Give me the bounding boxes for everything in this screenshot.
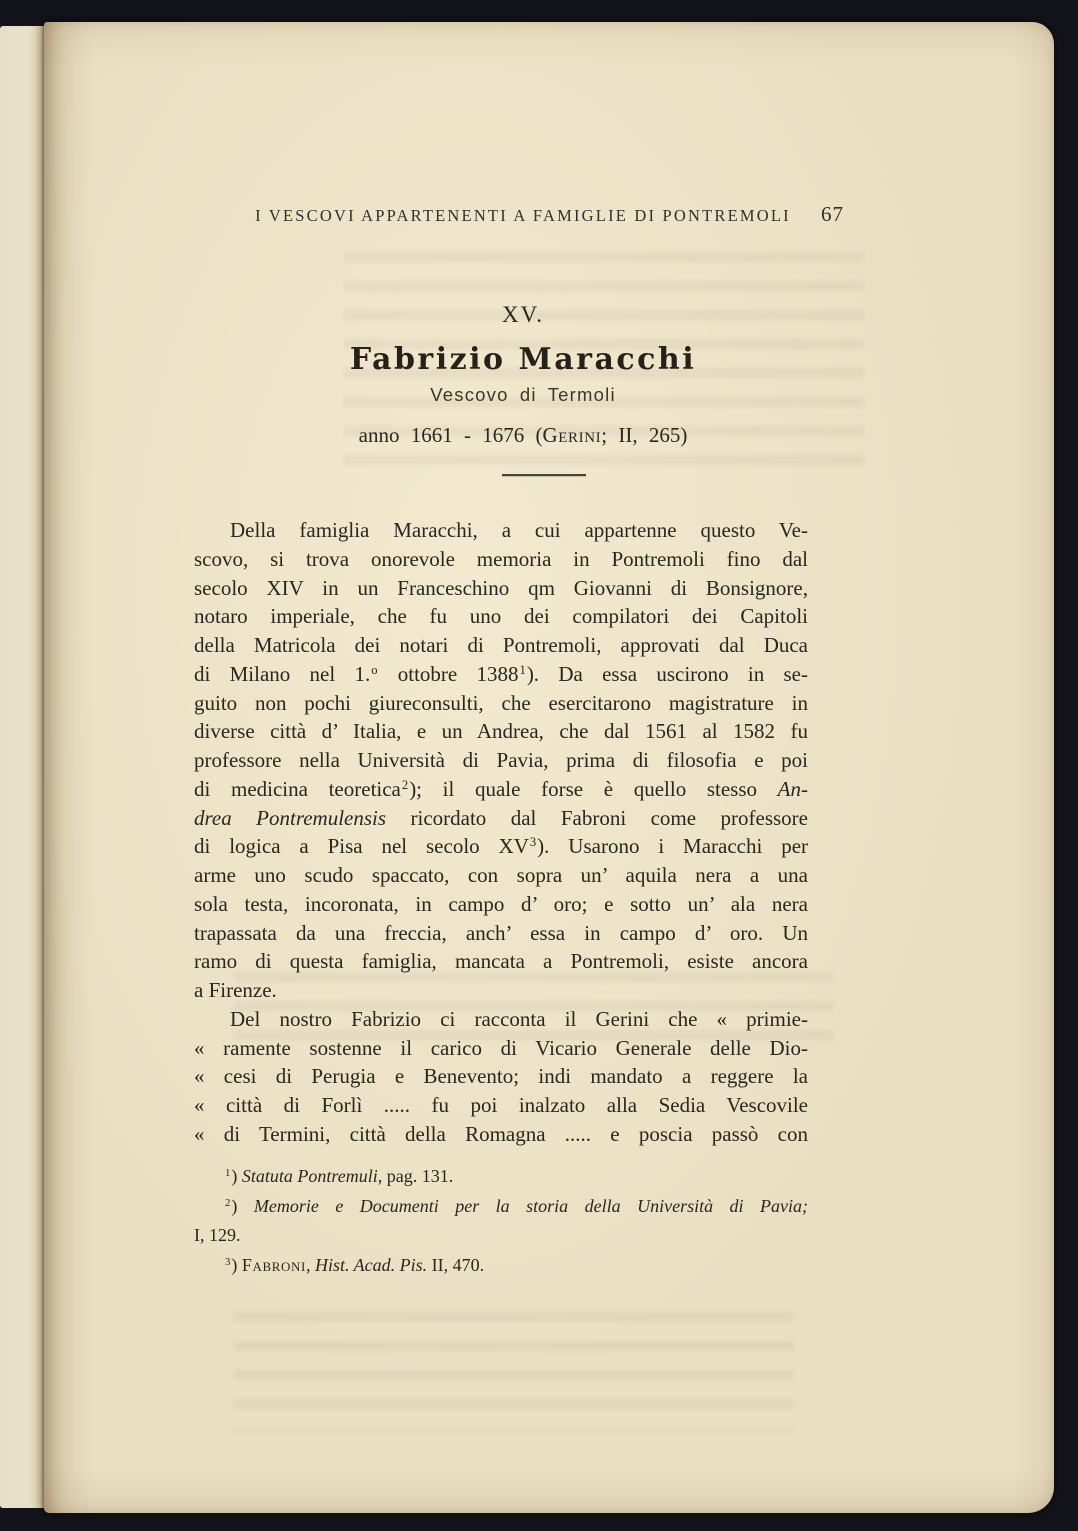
text-line: Del nostro Fabrizio ci racconta il Gerini che « primie-	[230, 1006, 808, 1031]
chapter-subtitle: Vescovo di Termoli	[430, 384, 616, 405]
text-line: diverse città d’ Italia, e un Andrea, che dal 1561 al 1582 fu	[194, 719, 808, 744]
text-line: « città di Forlì ..... fu poi inalzato alla Sedia Vescovile	[194, 1093, 808, 1117]
text-line: « cesi di Perugia e Benevento; indi mandato a reggere la	[194, 1064, 808, 1089]
section-number: XV.	[501, 302, 544, 327]
text-line: trapassata da una freccia, anch’ essa in campo d’ oro. Un	[194, 920, 808, 945]
text-line: Della famiglia Maracchi, a cui appartenne questo Ve-	[230, 518, 808, 542]
chapter-title: Fabrizio Maracchi	[349, 342, 697, 377]
text-line: sola testa, incoronata, in campo d’ oro; e sotto un’ ala nera	[194, 891, 808, 916]
text-line: ramo di questa famiglia, mancata a Pontremoli, esiste ancora	[194, 949, 808, 974]
text-line: guito non pochi giureconsulti, che esercitarono magistrature in	[194, 690, 808, 715]
text-line: « ramente sostenne il carico di Vicario Generale delle Dio-	[194, 1035, 808, 1060]
text-line: notaro imperiale, che fu uno dei compilatori dei Capitoli	[194, 604, 808, 629]
text-line: di medicina teoretica$^2$); il quale forse è quello stesso An-	[194, 776, 808, 801]
running-header-title: I VESCOVI APPARTENENTI A FAMIGLIE DI PONTREMOLI	[255, 206, 791, 225]
text-line: $^3$) Fabroni, Hist. Acad. Pis. II, 470.	[225, 1254, 485, 1275]
running-header	[194, 202, 852, 232]
text-line: di logica a Pisa nel secolo $XV^3$). Usarono i Maracchi per	[194, 834, 809, 859]
text-line: $^2$) Memorie e Documenti per la storia della Università di Pavia;	[225, 1195, 808, 1216]
ink-bleedthrough	[234, 1312, 794, 1432]
book-page-stack-edge	[0, 26, 46, 1508]
text-line: arme uno scudo spaccato, con sopra un’ aquila nera a una	[194, 863, 808, 887]
chapter-dates: anno 1661 - 1676 (Gerini; II, 265)	[358, 423, 688, 447]
book-page	[44, 22, 1054, 1513]
text-line: professore nella Università di Pavia, prima di filosofia e poi	[194, 748, 808, 772]
text-line: a Firenze.	[194, 978, 277, 1002]
text-line: « di Termini, città della Romagna ..... e poscia passò con	[194, 1121, 808, 1146]
text-line: di Milano nel 1.$^o$ ottobre 1388$^1$). Da essa uscirono in se-	[194, 661, 808, 686]
footnotes	[194, 1162, 808, 1280]
body-text	[194, 516, 808, 1149]
text-line: scovo, si trova onorevole memoria in Pontremoli fino dal	[194, 546, 808, 571]
text-line: secolo XIV in un Franceschino qm Giovanni di Bonsignore,	[194, 575, 808, 600]
text-line: $^1$) Statuta Pontremuli, pag. 131.	[225, 1166, 454, 1186]
text-line: drea Pontremulensis ricordato dal Fabroni come professore	[194, 805, 808, 830]
text-line: I, 129.	[194, 1225, 241, 1245]
section-divider	[502, 474, 586, 476]
page-number: 67	[821, 202, 844, 226]
text-line: della Matricola dei notari di Pontremoli, approvati dal Duca	[194, 633, 808, 657]
